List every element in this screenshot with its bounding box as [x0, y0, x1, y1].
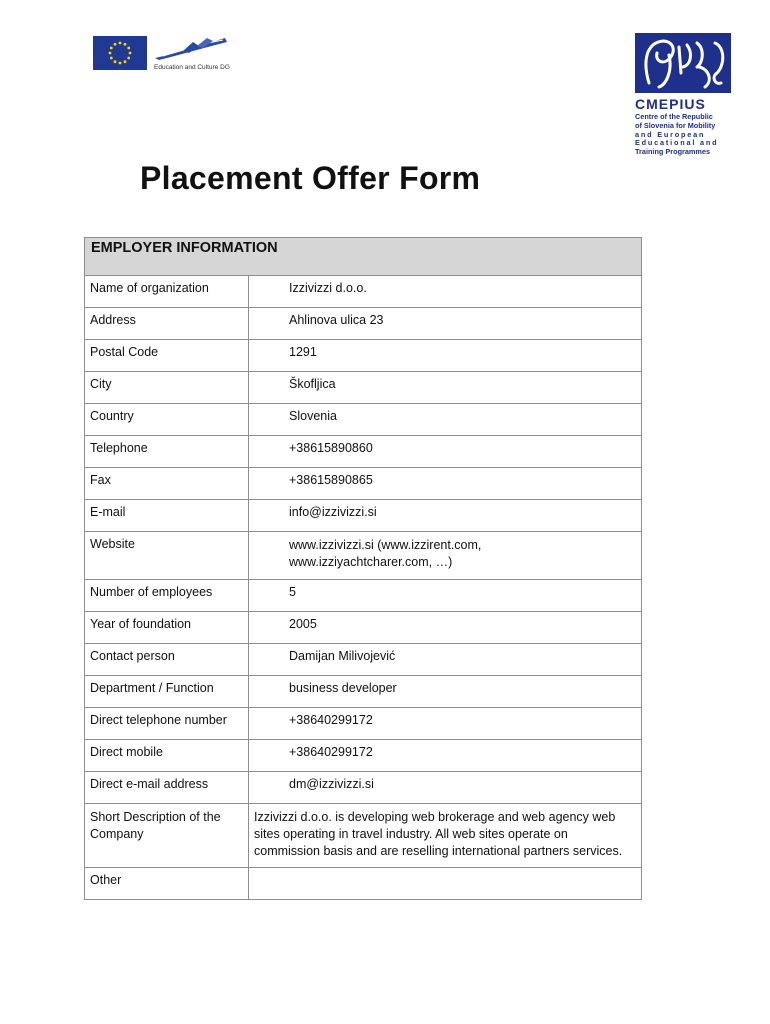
cmepius-name: CMEPIUS — [635, 96, 706, 112]
year-of-foundation-field[interactable]: 2005 — [249, 612, 642, 644]
table-row — [85, 532, 642, 580]
fax-field[interactable]: +38615890865 — [249, 468, 642, 500]
table-row — [85, 500, 642, 532]
elephant-logo-icon — [635, 33, 731, 93]
section-title: EMPLOYER INFORMATION — [85, 238, 642, 276]
field-label: Website — [85, 532, 249, 580]
field-label: Fax — [85, 468, 249, 500]
organization-name-field[interactable]: Izzivizzi d.o.o. — [249, 276, 642, 308]
field-label: Year of foundation — [85, 612, 249, 644]
page-title: Placement Offer Form — [140, 160, 481, 196]
eu-flag-logo — [93, 36, 147, 70]
eu-wing-icon — [153, 36, 231, 62]
website-line: www.izzivizzi.si (www.izzirent.com, — [289, 538, 482, 552]
table-row — [85, 868, 642, 900]
field-label: Direct e-mail address — [85, 772, 249, 804]
field-label: Direct telephone number — [85, 708, 249, 740]
table-row — [85, 740, 642, 772]
telephone-field[interactable]: +38615890860 — [249, 436, 642, 468]
field-label: Name of organization — [85, 276, 249, 308]
table-row — [85, 276, 642, 308]
field-label: Other — [85, 868, 249, 900]
field-label: Contact person — [85, 644, 249, 676]
employees-field[interactable]: 5 — [249, 580, 642, 612]
direct-telephone-field[interactable]: +38640299172 — [249, 708, 642, 740]
field-label: Direct mobile — [85, 740, 249, 772]
short-description-field[interactable]: Izzivizzi d.o.o. is developing web brokerage and web agency web sites operating in travel industry. All web sites operate on commission basis and are reselling international partners services. — [249, 804, 642, 868]
table-row — [85, 340, 642, 372]
field-label: Short Description of the Company — [85, 804, 249, 868]
table-row — [85, 708, 642, 740]
table-row — [85, 612, 642, 644]
table-row — [85, 372, 642, 404]
table-row — [85, 644, 642, 676]
table-row — [85, 436, 642, 468]
field-label: E-mail — [85, 500, 249, 532]
address-field[interactable]: Ahlinova ulica 23 — [249, 308, 642, 340]
field-label: Department / Function — [85, 676, 249, 708]
website-line: www.izziyachtcharer.com, …) — [289, 555, 453, 569]
table-row — [85, 404, 642, 436]
cmepius-logo — [635, 33, 732, 157]
other-field[interactable] — [249, 868, 642, 900]
department-field[interactable]: business developer — [249, 676, 642, 708]
direct-email-field[interactable]: dm@izzivizzi.si — [249, 772, 642, 804]
table-row — [85, 468, 642, 500]
field-label: Country — [85, 404, 249, 436]
field-label: Telephone — [85, 436, 249, 468]
cmepius-subtitle: Centre of the Republic of Slovenia for Mobility and European Educational and Training Programmes — [635, 112, 719, 157]
field-label: Number of employees — [85, 580, 249, 612]
table-row — [85, 580, 642, 612]
website-field[interactable] — [249, 532, 642, 580]
direct-mobile-field[interactable]: +38640299172 — [249, 740, 642, 772]
city-field[interactable]: Škofljica — [249, 372, 642, 404]
employer-info-table — [84, 237, 642, 900]
field-label: City — [85, 372, 249, 404]
table-row — [85, 676, 642, 708]
contact-person-field[interactable]: Damijan Milivojević — [249, 644, 642, 676]
field-label: Postal Code — [85, 340, 249, 372]
postal-code-field[interactable]: 1291 — [249, 340, 642, 372]
eu-caption: Education and Culture DG — [154, 64, 230, 71]
table-row — [85, 772, 642, 804]
table-row — [85, 804, 642, 868]
table-row — [85, 308, 642, 340]
field-label: Address — [85, 308, 249, 340]
country-field[interactable]: Slovenia — [249, 404, 642, 436]
email-field[interactable]: info@izzivizzi.si — [249, 500, 642, 532]
